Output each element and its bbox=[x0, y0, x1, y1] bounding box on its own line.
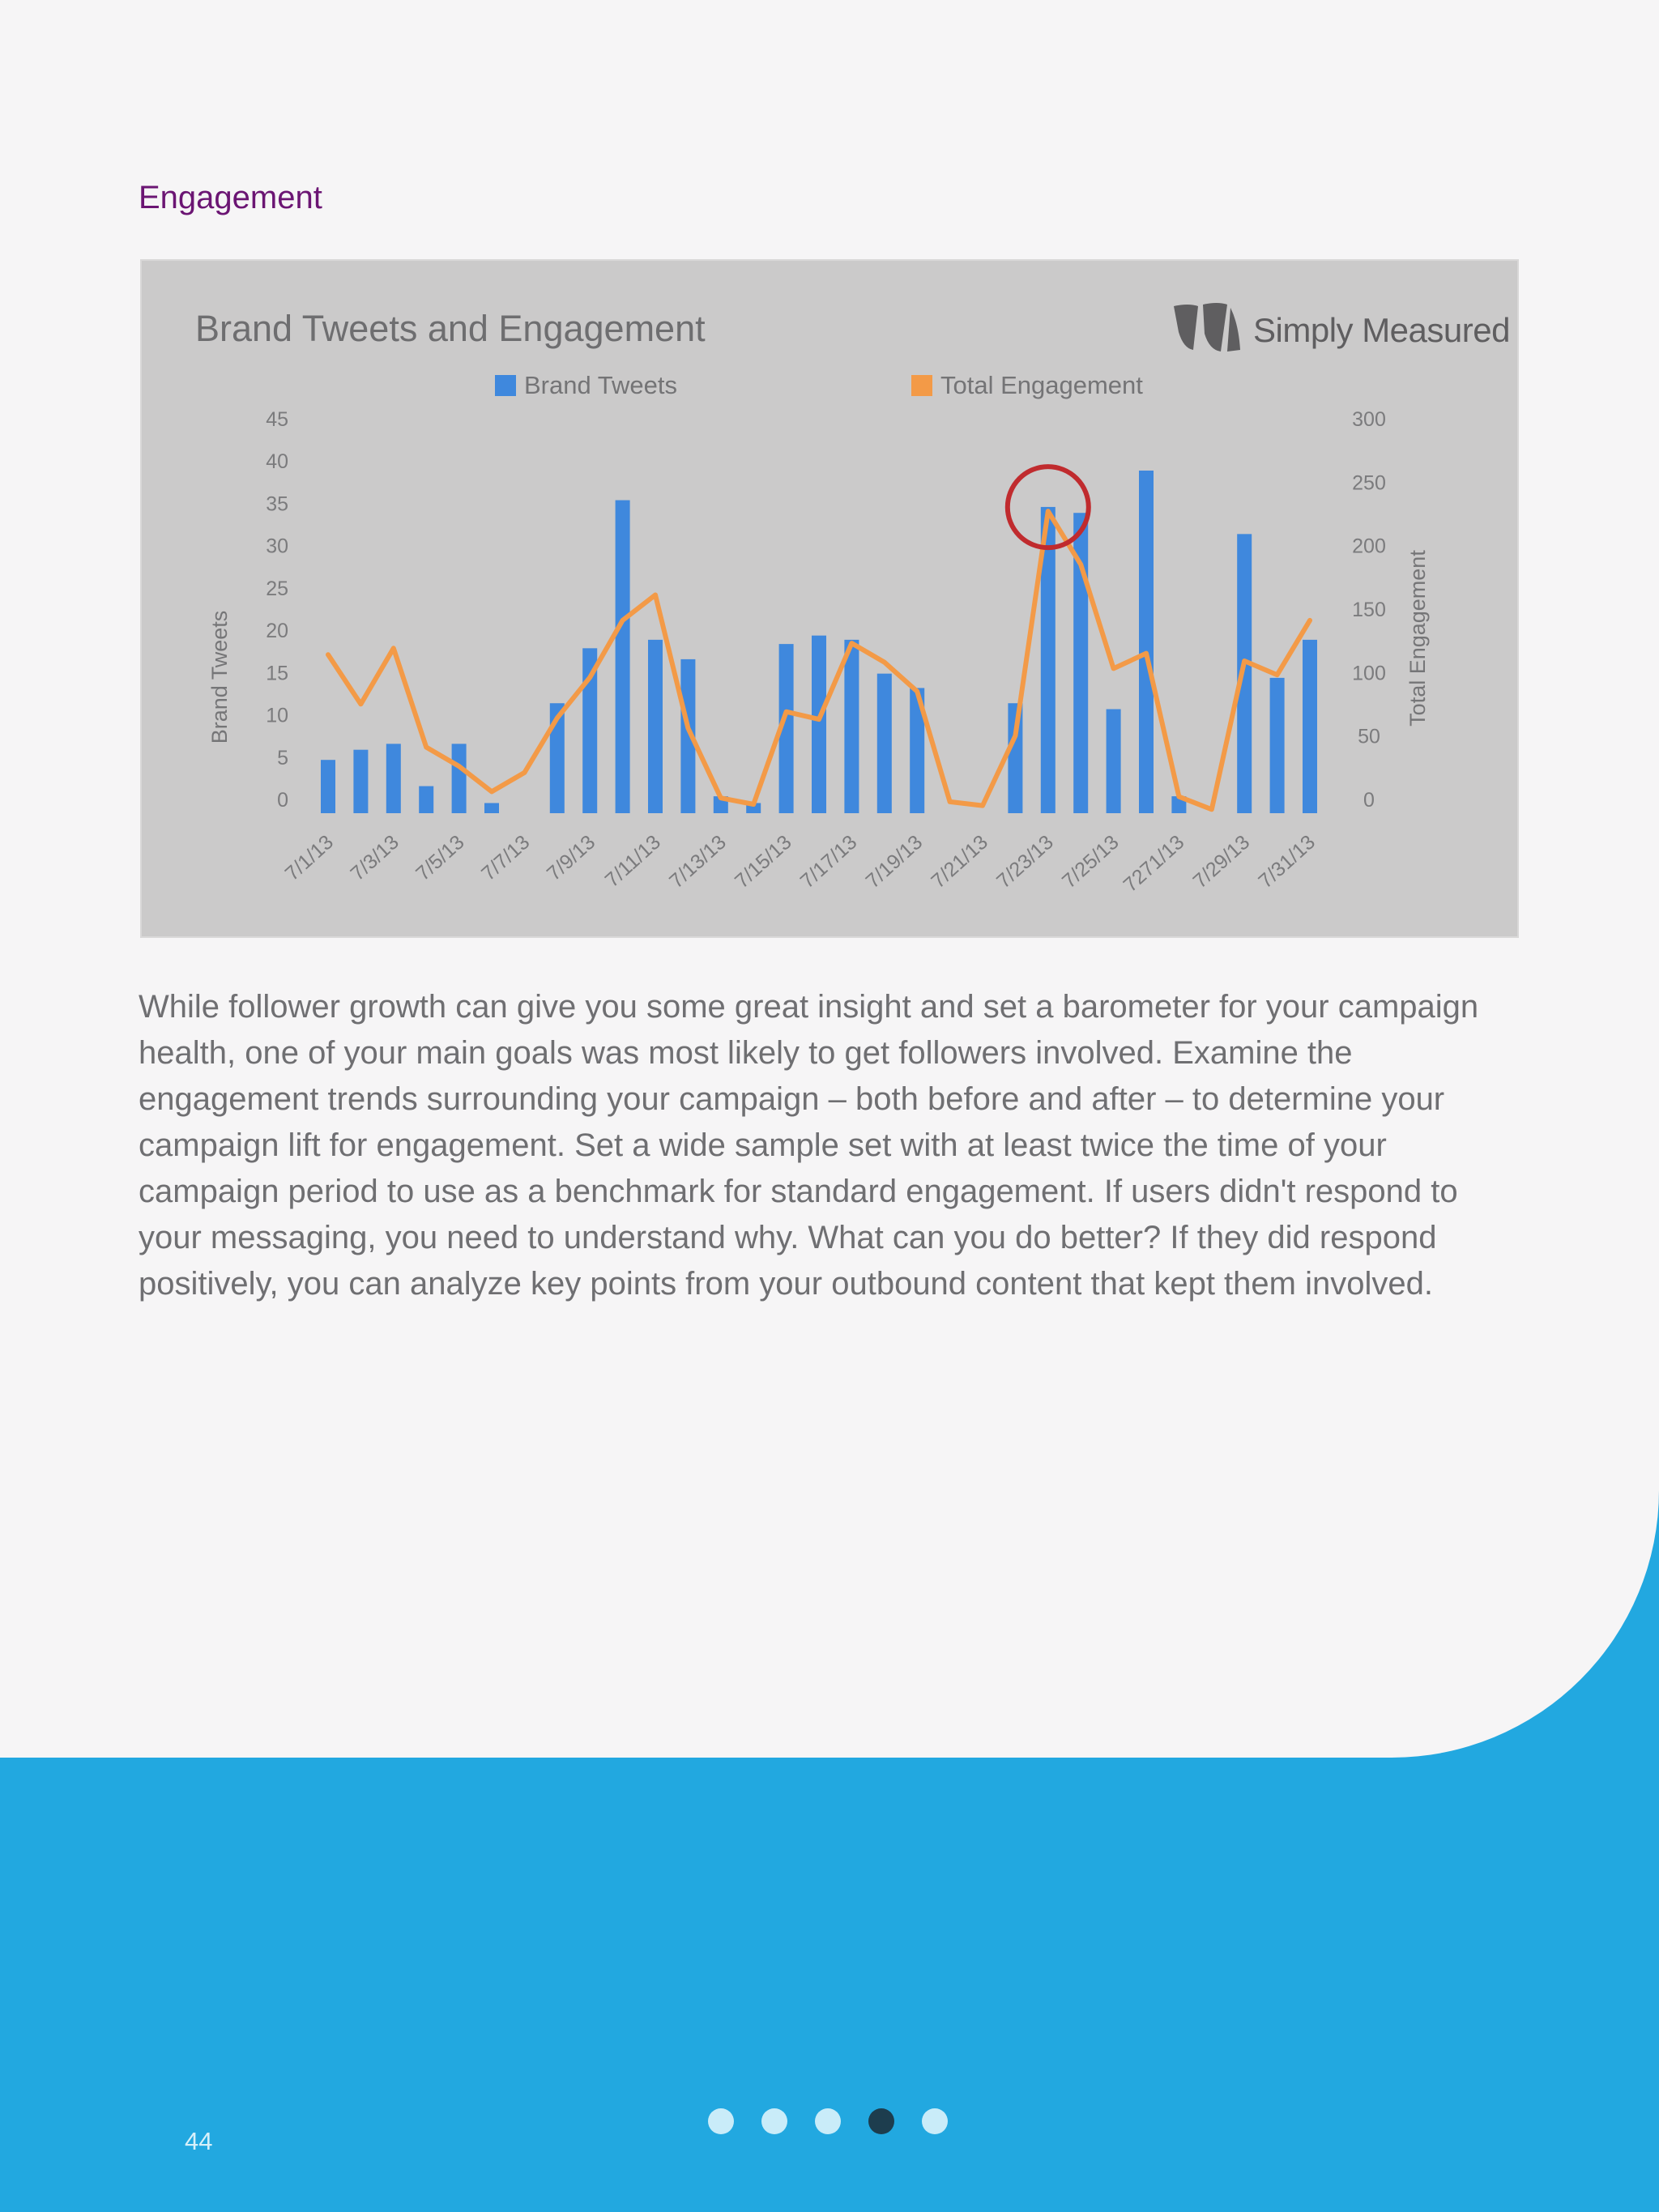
x-tick-label: 7/23/13 bbox=[992, 830, 1058, 893]
bar-brand-tweets bbox=[844, 640, 859, 813]
brand-name: Simply Measured bbox=[1253, 311, 1510, 349]
y-tick-label: 15 bbox=[266, 662, 288, 685]
bar-brand-tweets bbox=[648, 640, 663, 813]
legend-swatch-total-engagement bbox=[911, 375, 932, 396]
bar-brand-tweets bbox=[877, 674, 892, 813]
chart-svg bbox=[142, 261, 1520, 940]
body-paragraph: While follower growth can give you some great insight and set a barometer for your campaign health, one of your main goals was most likely to get followers involved. Examine the engagement trends surrounding your campaign – both before and after – to determine your campaign lift for engagement. Set a wide sample set with at least twice the time of your campaign period to use as a benchmark for standard engagement. If users didn't respond to your messaging, you need to understand why. What can you do better? If they did respond positively, you can analyze key points from your outbound content that kept them involved. bbox=[139, 989, 1479, 1302]
bar-brand-tweets bbox=[386, 744, 401, 813]
y-tick-label: 5 bbox=[277, 746, 288, 769]
x-tick-label: 7/11/13 bbox=[600, 830, 666, 893]
y2-tick-label: 150 bbox=[1352, 599, 1386, 621]
y-axis-label: Brand Tweets bbox=[207, 610, 232, 744]
legend-swatch-brand-tweets bbox=[495, 375, 516, 396]
y2-tick-label: 200 bbox=[1352, 535, 1386, 558]
bar-brand-tweets bbox=[452, 744, 467, 813]
y-tick-label: 10 bbox=[266, 704, 288, 727]
y-tick-label: 35 bbox=[266, 492, 288, 516]
y-tick-label: 30 bbox=[266, 535, 288, 558]
y-tick-label: 25 bbox=[266, 577, 288, 600]
y2-tick-label: 300 bbox=[1352, 408, 1386, 431]
x-tick-label: 7/21/13 bbox=[927, 830, 993, 893]
x-tick-label: 7/3/13 bbox=[346, 830, 403, 885]
bar-brand-tweets bbox=[616, 501, 630, 813]
y-tick-label: 20 bbox=[266, 620, 288, 643]
y2-axis-label: Total Engagement bbox=[1405, 550, 1430, 727]
bar-brand-tweets bbox=[1139, 471, 1154, 813]
page-number: 44 bbox=[185, 2127, 213, 2155]
legend-label-brand-tweets: Brand Tweets bbox=[524, 371, 677, 399]
x-tick-label: 7271/13 bbox=[1119, 830, 1189, 897]
y-tick-label: 0 bbox=[277, 789, 288, 812]
x-tick-label: 7/17/13 bbox=[795, 830, 862, 893]
plot-layer bbox=[266, 408, 1386, 897]
y2-tick-label: 250 bbox=[1352, 471, 1386, 495]
bar-brand-tweets bbox=[484, 803, 499, 813]
y2-tick-label: 50 bbox=[1358, 725, 1380, 748]
x-tick-label: 7/9/13 bbox=[542, 830, 600, 885]
page-indicator bbox=[708, 2108, 948, 2137]
legend-label-total-engagement: Total Engagement bbox=[940, 371, 1143, 399]
bar-brand-tweets bbox=[321, 760, 335, 813]
y-tick-label: 40 bbox=[266, 450, 288, 474]
bar-brand-tweets bbox=[353, 750, 368, 813]
bar-brand-tweets bbox=[419, 786, 433, 813]
page-dot[interactable] bbox=[708, 2108, 734, 2134]
y2-tick-label: 100 bbox=[1352, 662, 1386, 685]
bar-brand-tweets bbox=[1107, 710, 1121, 813]
page-dot[interactable] bbox=[922, 2108, 948, 2134]
chart-panel bbox=[140, 259, 1519, 938]
y-tick-label: 45 bbox=[266, 408, 288, 431]
x-tick-label: 7/15/13 bbox=[730, 830, 796, 893]
x-tick-label: 7/5/13 bbox=[412, 830, 469, 885]
x-tick-label: 7/1/13 bbox=[280, 830, 339, 885]
bar-brand-tweets bbox=[1270, 678, 1285, 813]
section-title: Engagement bbox=[139, 180, 322, 215]
x-tick-label: 7/31/13 bbox=[1254, 830, 1320, 893]
x-tick-label: 7/29/13 bbox=[1188, 830, 1255, 893]
page-dot[interactable] bbox=[761, 2108, 787, 2134]
x-tick-label: 7/13/13 bbox=[665, 830, 731, 893]
bar-brand-tweets bbox=[1303, 640, 1317, 813]
bar-brand-tweets bbox=[812, 636, 826, 813]
page-dot[interactable] bbox=[815, 2108, 841, 2134]
x-tick-label: 7/19/13 bbox=[861, 830, 928, 893]
chart-title: Brand Tweets and Engagement bbox=[195, 308, 706, 349]
legend-total-engagement bbox=[911, 371, 1143, 400]
page-dot[interactable] bbox=[868, 2108, 894, 2134]
x-tick-label: 7/7/13 bbox=[477, 830, 535, 885]
x-tick-label: 7/25/13 bbox=[1057, 830, 1124, 893]
y2-tick-label: 0 bbox=[1363, 789, 1375, 812]
legend-brand-tweets bbox=[495, 371, 677, 400]
